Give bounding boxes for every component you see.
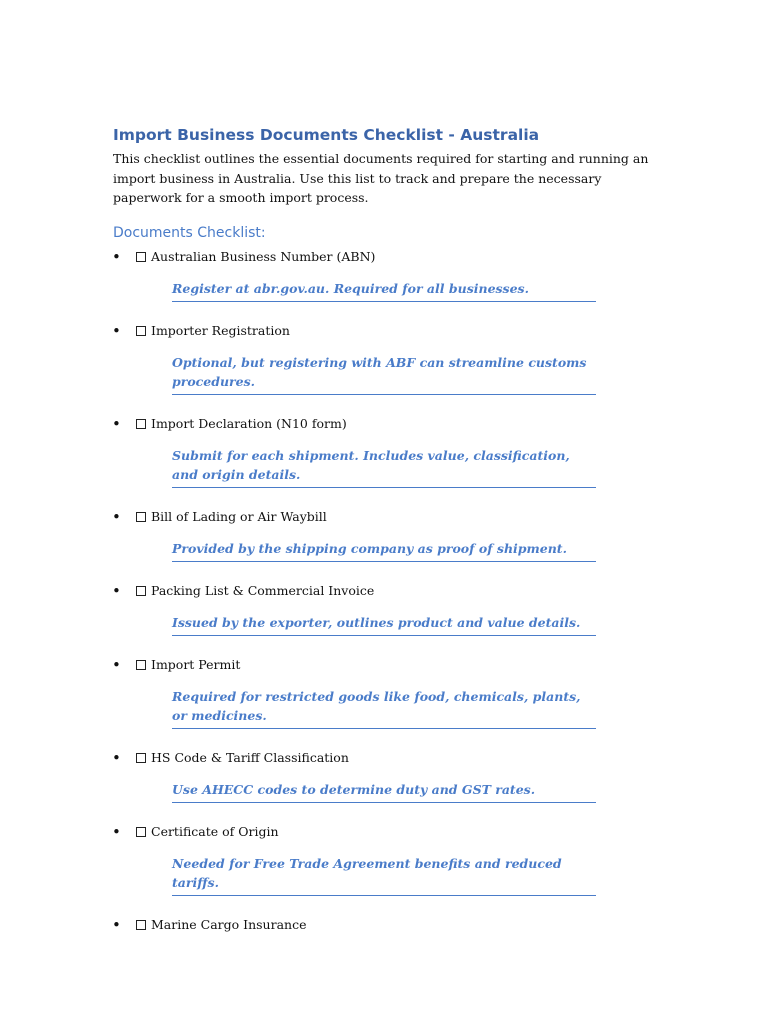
checklist-item-bill-of-lading [113,507,658,562]
bullet-icon: • [112,655,121,674]
checklist-item-marine-cargo-insurance [113,915,658,935]
item-label: Importer Registration [151,322,290,338]
checklist-item-import-permit [113,655,658,729]
bullet-icon: • [112,581,121,600]
item-note: Issued by the exporter, outlines product and value details. [172,613,596,636]
document-page [113,124,658,935]
bullet-icon: • [112,822,121,841]
checklist-item-importer-registration [113,321,658,395]
item-label: Certificate of Origin [151,823,279,839]
item-note: Submit for each shipment. Includes value, classification, and origin details. [172,446,596,488]
checkbox-importer-registration[interactable] [136,326,146,336]
checklist [113,247,658,935]
item-label: Import Declaration (N10 form) [151,415,347,431]
item-note: Required for restricted goods like food, chemicals, plants, or medicines. [172,687,596,729]
bullet-icon: • [112,507,121,526]
item-label: Bill of Lading or Air Waybill [151,508,327,524]
checkbox-bill-of-lading[interactable] [136,512,146,522]
bullet-icon: • [112,915,121,934]
bullet-icon: • [112,414,121,433]
item-label: HS Code & Tariff Classification [151,749,349,765]
bullet-icon: • [112,748,121,767]
item-label: Marine Cargo Insurance [151,916,307,932]
item-note: Optional, but registering with ABF can streamline customs procedures. [172,353,596,395]
checklist-item-certificate-of-origin [113,822,658,896]
item-note: Provided by the shipping company as proof of shipment. [172,539,596,562]
checkbox-abn[interactable] [136,252,146,262]
checkbox-hs-code[interactable] [136,753,146,763]
checkbox-import-permit[interactable] [136,660,146,670]
item-label: Import Permit [151,656,241,672]
intro-paragraph: This checklist outlines the essential documents required for starting and running an import business in Australia. Use this list to track and prepare the necessary paperwork for a smooth import process. [113,151,649,205]
item-note: Register at abr.gov.au. Required for all businesses. [172,279,596,302]
section-heading: Documents Checklist: [113,224,266,241]
checklist-item-packing-list [113,581,658,636]
checkbox-certificate-of-origin[interactable] [136,827,146,837]
checkbox-packing-list[interactable] [136,586,146,596]
document-title: Import Business Documents Checklist - Australia [113,126,540,144]
item-note: Needed for Free Trade Agreement benefits and reduced tariffs. [172,854,596,896]
checklist-item-abn [113,247,658,302]
checklist-item-hs-code [113,748,658,803]
item-label: Packing List & Commercial Invoice [151,582,375,598]
checkbox-import-declaration[interactable] [136,419,146,429]
checkbox-marine-cargo-insurance[interactable] [136,920,146,930]
bullet-icon: • [112,321,121,340]
bullet-icon: • [112,247,121,266]
checklist-item-import-declaration [113,414,658,488]
item-label: Australian Business Number (ABN) [151,248,376,264]
item-note: Use AHECC codes to determine duty and GST rates. [172,780,596,803]
